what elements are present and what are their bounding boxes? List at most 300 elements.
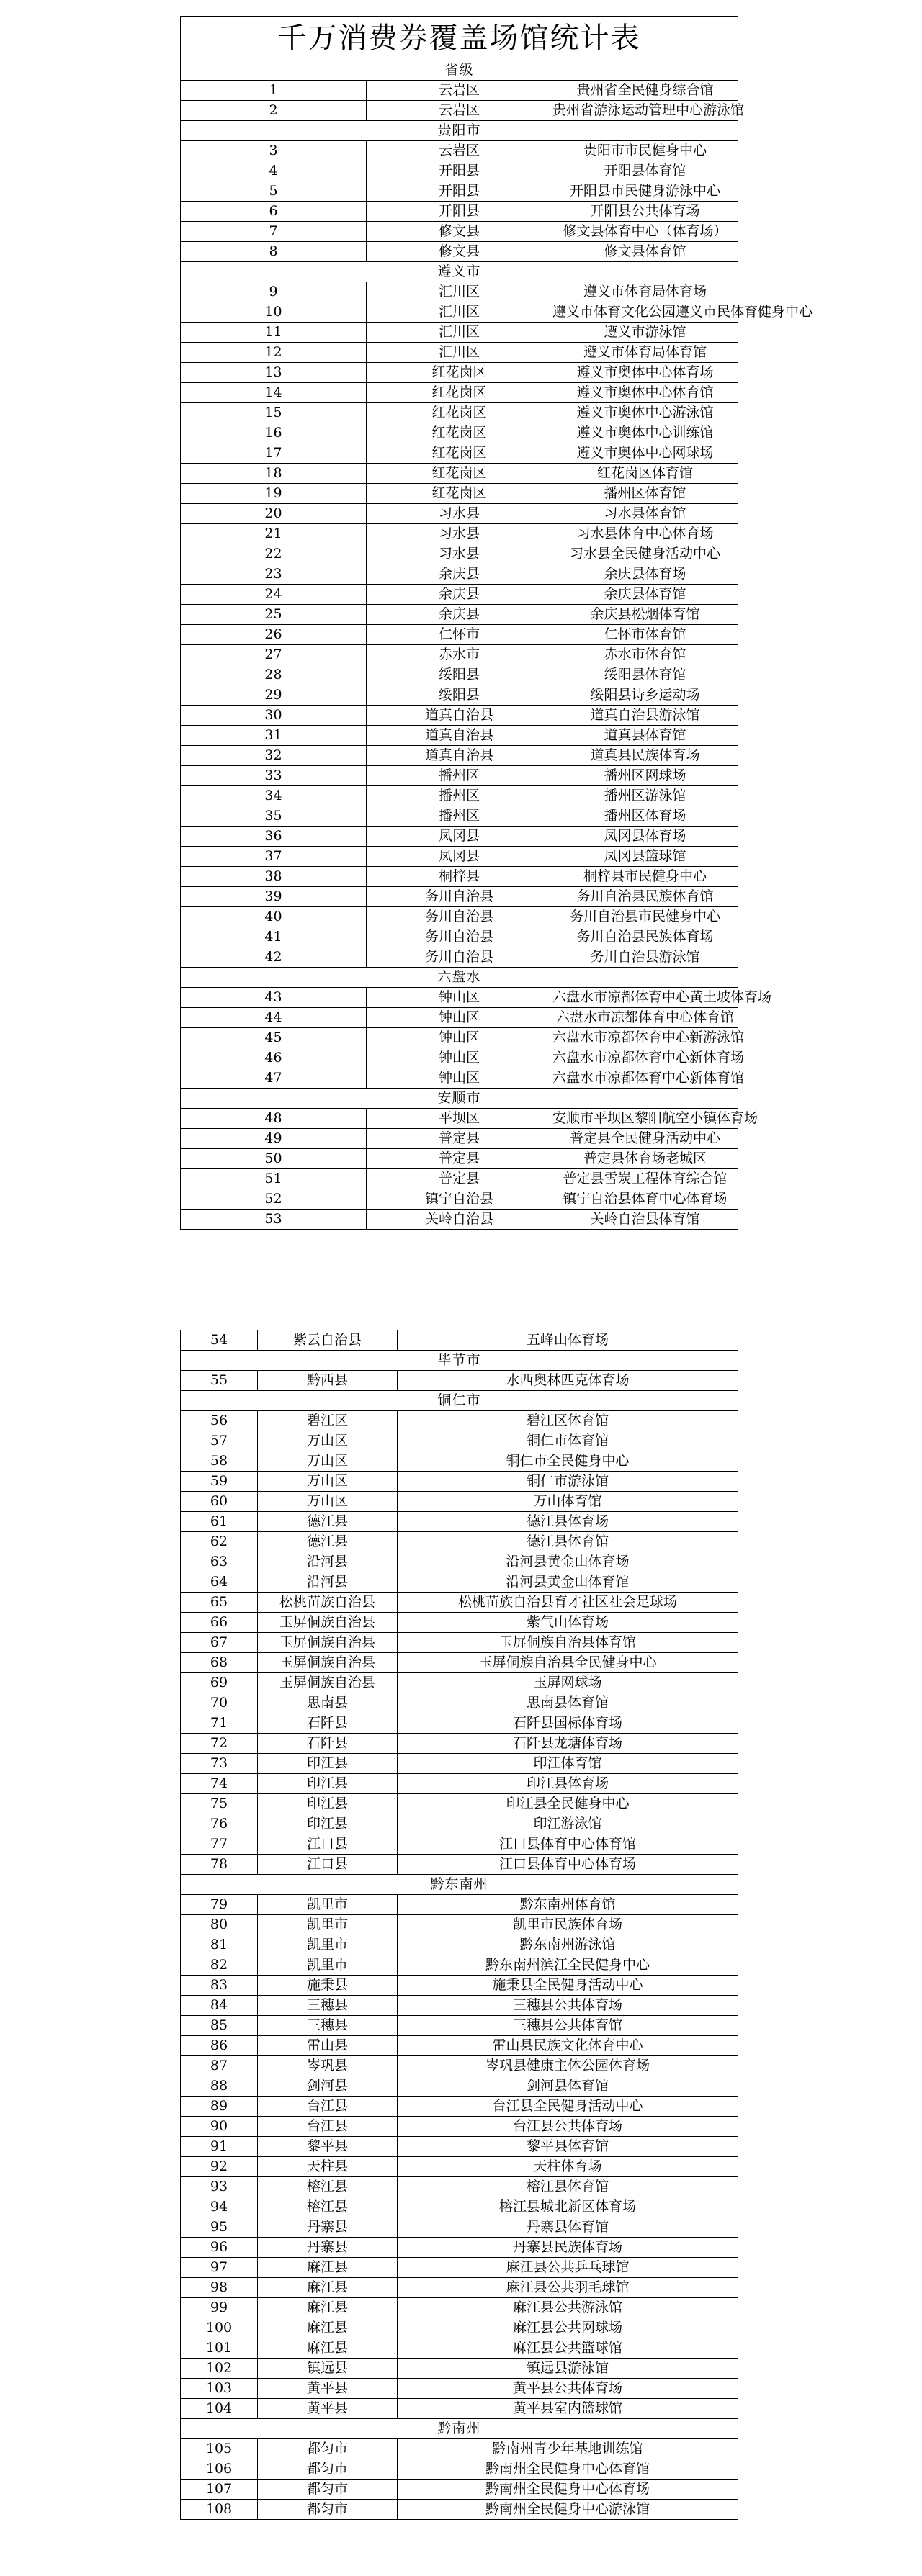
region-row xyxy=(181,1089,738,1109)
district-cell: 凯里市 xyxy=(258,1895,398,1915)
venue-cell: 台江县全民健身活动中心 xyxy=(398,2097,738,2117)
district-cell: 榕江县 xyxy=(258,2177,398,2197)
district-cell: 汇川区 xyxy=(367,343,552,363)
row-number: 48 xyxy=(181,1109,367,1129)
district-cell: 红花岗区 xyxy=(367,403,552,423)
district-cell: 麻江县 xyxy=(258,2318,398,2338)
district-cell: 务川自治县 xyxy=(367,887,552,907)
table-row xyxy=(181,1653,738,1673)
row-number: 11 xyxy=(181,323,367,343)
district-cell: 印江县 xyxy=(258,1794,398,1814)
table-row xyxy=(181,464,738,484)
venue-table-1-body xyxy=(181,17,813,1230)
district-cell: 雷山县 xyxy=(258,2036,398,2056)
table-row xyxy=(181,423,738,443)
district-cell: 习水县 xyxy=(367,544,552,564)
venue-cell: 黔东南州滨江全民健身中心 xyxy=(398,1955,738,1976)
table-row xyxy=(181,1935,738,1955)
venue-cell: 贵州省游泳运动管理中心游泳馆 xyxy=(552,101,738,121)
district-cell: 凤冈县 xyxy=(367,827,552,847)
table-row xyxy=(181,1048,738,1068)
venue-cell: 万山体育馆 xyxy=(398,1492,738,1512)
venue-cell: 务川自治县民族体育场 xyxy=(552,927,738,947)
venue-cell: 务川自治县游泳馆 xyxy=(552,947,738,968)
district-cell: 万山区 xyxy=(258,1431,398,1451)
table-row xyxy=(181,524,738,544)
row-number: 30 xyxy=(181,706,367,726)
row-number: 58 xyxy=(181,1451,258,1472)
table-row xyxy=(181,1371,738,1391)
row-number: 94 xyxy=(181,2197,258,2217)
table-row xyxy=(181,988,738,1008)
table-row xyxy=(181,1734,738,1754)
row-number: 72 xyxy=(181,1734,258,1754)
district-cell: 都匀市 xyxy=(258,2480,398,2500)
table-row xyxy=(181,847,738,867)
district-cell: 开阳县 xyxy=(367,181,552,202)
venue-cell: 三穗县公共体育馆 xyxy=(398,2016,738,2036)
district-cell: 都匀市 xyxy=(258,2459,398,2480)
region-row xyxy=(181,2419,738,2439)
venue-table-1 xyxy=(180,16,813,1230)
table-row xyxy=(181,1129,738,1149)
district-cell: 凯里市 xyxy=(258,1955,398,1976)
venue-cell: 玉屏侗族自治县体育馆 xyxy=(398,1633,738,1653)
district-cell: 三穗县 xyxy=(258,2016,398,2036)
row-number: 52 xyxy=(181,1189,367,1210)
table-row xyxy=(181,1330,738,1351)
district-cell: 沿河县 xyxy=(258,1572,398,1593)
region-name: 省级 xyxy=(181,60,738,81)
district-cell: 红花岗区 xyxy=(367,464,552,484)
row-number: 83 xyxy=(181,1976,258,1996)
district-cell: 沿河县 xyxy=(258,1552,398,1572)
row-number: 55 xyxy=(181,1371,258,1391)
district-cell: 德江县 xyxy=(258,1532,398,1552)
venue-cell: 关岭自治县体育馆 xyxy=(552,1210,738,1230)
row-number: 59 xyxy=(181,1472,258,1492)
venue-cell: 绥阳县诗乡运动场 xyxy=(552,685,738,706)
venue-cell: 播州区体育场 xyxy=(552,806,738,827)
venue-cell: 贵州省全民健身综合馆 xyxy=(552,81,738,101)
venue-cell: 开阳县体育馆 xyxy=(552,161,738,181)
venue-cell: 遵义市体育文化公园遵义市民体育健身中心 xyxy=(552,302,738,323)
table-row xyxy=(181,202,738,222)
row-number: 103 xyxy=(181,2379,258,2399)
venue-cell: 黔南州青少年基地训练馆 xyxy=(398,2439,738,2459)
district-cell: 玉屏侗族自治县 xyxy=(258,1673,398,1693)
table-row xyxy=(181,1774,738,1794)
row-number: 45 xyxy=(181,1028,367,1048)
table-row xyxy=(181,605,738,625)
venue-cell: 余庆县体育馆 xyxy=(552,585,738,605)
row-number: 40 xyxy=(181,907,367,927)
region-name: 黔东南州 xyxy=(181,1875,738,1895)
row-number: 84 xyxy=(181,1996,258,2016)
table-row xyxy=(181,585,738,605)
district-cell: 红花岗区 xyxy=(367,443,552,464)
table-row xyxy=(181,2338,738,2359)
district-cell: 凯里市 xyxy=(258,1915,398,1935)
table-row xyxy=(181,323,738,343)
row-number: 79 xyxy=(181,1895,258,1915)
region-row xyxy=(181,262,738,282)
row-number: 4 xyxy=(181,161,367,181)
table-row xyxy=(181,1713,738,1734)
row-number: 80 xyxy=(181,1915,258,1935)
venue-cell: 绥阳县体育馆 xyxy=(552,665,738,685)
district-cell: 印江县 xyxy=(258,1814,398,1834)
row-number: 9 xyxy=(181,282,367,302)
district-cell: 凯里市 xyxy=(258,1935,398,1955)
table-row xyxy=(181,2157,738,2177)
row-number: 18 xyxy=(181,464,367,484)
district-cell: 天柱县 xyxy=(258,2157,398,2177)
region-row xyxy=(181,1391,738,1411)
table-row xyxy=(181,1431,738,1451)
row-number: 61 xyxy=(181,1512,258,1532)
row-number: 26 xyxy=(181,625,367,645)
venue-cell: 黔南州全民健身中心游泳馆 xyxy=(398,2500,738,2520)
row-number: 46 xyxy=(181,1048,367,1068)
district-cell: 江口县 xyxy=(258,1855,398,1875)
row-number: 67 xyxy=(181,1633,258,1653)
table-row xyxy=(181,2500,738,2520)
row-number: 7 xyxy=(181,222,367,242)
district-cell: 石阡县 xyxy=(258,1713,398,1734)
district-cell: 习水县 xyxy=(367,524,552,544)
venue-cell: 凤冈县篮球馆 xyxy=(552,847,738,867)
table-row xyxy=(181,1189,738,1210)
row-number: 42 xyxy=(181,947,367,968)
row-number: 13 xyxy=(181,363,367,383)
venue-cell: 道真县体育馆 xyxy=(552,726,738,746)
table-row xyxy=(181,2318,738,2338)
row-number: 71 xyxy=(181,1713,258,1734)
table-row xyxy=(181,927,738,947)
venue-cell: 遵义市游泳馆 xyxy=(552,323,738,343)
district-cell: 云岩区 xyxy=(367,141,552,161)
row-number: 50 xyxy=(181,1149,367,1169)
venue-cell: 剑河县体育馆 xyxy=(398,2076,738,2097)
district-cell: 榕江县 xyxy=(258,2197,398,2217)
table-row xyxy=(181,242,738,262)
venue-cell: 播州区网球场 xyxy=(552,766,738,786)
row-number: 105 xyxy=(181,2439,258,2459)
row-number: 56 xyxy=(181,1411,258,1431)
district-cell: 平坝区 xyxy=(367,1109,552,1129)
venue-cell: 麻江县公共乒乓球馆 xyxy=(398,2258,738,2278)
venue-cell: 余庆县松烟体育馆 xyxy=(552,605,738,625)
row-number: 54 xyxy=(181,1330,258,1351)
district-cell: 丹寨县 xyxy=(258,2217,398,2238)
table-row xyxy=(181,1451,738,1472)
venue-cell: 桐梓县市民健身中心 xyxy=(552,867,738,887)
venue-cell: 开阳县公共体育场 xyxy=(552,202,738,222)
district-cell: 赤水市 xyxy=(367,645,552,665)
row-number: 102 xyxy=(181,2359,258,2379)
district-cell: 印江县 xyxy=(258,1754,398,1774)
venue-cell: 普定县全民健身活动中心 xyxy=(552,1129,738,1149)
district-cell: 黄平县 xyxy=(258,2379,398,2399)
row-number: 90 xyxy=(181,2117,258,2137)
venue-cell: 黔南州全民健身中心体育馆 xyxy=(398,2459,738,2480)
table-row xyxy=(181,484,738,504)
table-row xyxy=(181,726,738,746)
venue-cell: 六盘水市凉都体育中心新体育馆 xyxy=(552,1068,738,1089)
table-row xyxy=(181,282,738,302)
district-cell: 施秉县 xyxy=(258,1976,398,1996)
row-number: 108 xyxy=(181,2500,258,2520)
venue-cell: 普定县雪炭工程体育综合馆 xyxy=(552,1169,738,1189)
venue-cell: 印江县体育场 xyxy=(398,1774,738,1794)
row-number: 6 xyxy=(181,202,367,222)
row-number: 66 xyxy=(181,1613,258,1633)
district-cell: 镇宁自治县 xyxy=(367,1189,552,1210)
table-row xyxy=(181,1572,738,1593)
venue-cell: 黔东南州体育馆 xyxy=(398,1895,738,1915)
district-cell: 播州区 xyxy=(367,806,552,827)
table-row xyxy=(181,746,738,766)
venue-cell: 印江游泳馆 xyxy=(398,1814,738,1834)
district-cell: 云岩区 xyxy=(367,81,552,101)
district-cell: 务川自治县 xyxy=(367,947,552,968)
row-number: 39 xyxy=(181,887,367,907)
venue-table-2 xyxy=(180,1330,738,2520)
table-row xyxy=(181,403,738,423)
venue-cell: 遵义市奥体中心游泳馆 xyxy=(552,403,738,423)
row-number: 10 xyxy=(181,302,367,323)
venue-cell: 务川自治县市民健身中心 xyxy=(552,907,738,927)
region-row xyxy=(181,1351,738,1371)
district-cell: 红花岗区 xyxy=(367,363,552,383)
district-cell: 钟山区 xyxy=(367,988,552,1008)
district-cell: 三穗县 xyxy=(258,1996,398,2016)
district-cell: 汇川区 xyxy=(367,302,552,323)
district-cell: 余庆县 xyxy=(367,585,552,605)
venue-cell: 沿河县黄金山体育馆 xyxy=(398,1572,738,1593)
table-row xyxy=(181,2056,738,2076)
row-number: 76 xyxy=(181,1814,258,1834)
row-number: 62 xyxy=(181,1532,258,1552)
district-cell: 丹寨县 xyxy=(258,2238,398,2258)
region-row xyxy=(181,121,738,141)
venue-cell: 紫气山体育场 xyxy=(398,1613,738,1633)
district-cell: 印江县 xyxy=(258,1774,398,1794)
district-cell: 道真自治县 xyxy=(367,726,552,746)
row-number: 96 xyxy=(181,2238,258,2258)
table-row xyxy=(181,1613,738,1633)
table-row xyxy=(181,2117,738,2137)
venue-cell: 遵义市奥体中心训练馆 xyxy=(552,423,738,443)
row-number: 49 xyxy=(181,1129,367,1149)
district-cell: 播州区 xyxy=(367,786,552,806)
row-number: 104 xyxy=(181,2399,258,2419)
district-cell: 绥阳县 xyxy=(367,685,552,706)
row-number: 41 xyxy=(181,927,367,947)
district-cell: 桐梓县 xyxy=(367,867,552,887)
district-cell: 石阡县 xyxy=(258,1734,398,1754)
district-cell: 岑巩县 xyxy=(258,2056,398,2076)
table-row xyxy=(181,766,738,786)
table-row xyxy=(181,1532,738,1552)
table-row xyxy=(181,2097,738,2117)
venue-cell: 三穗县公共体育场 xyxy=(398,1996,738,2016)
row-number: 15 xyxy=(181,403,367,423)
table-row xyxy=(181,101,738,121)
venue-cell: 天柱体育场 xyxy=(398,2157,738,2177)
row-number: 5 xyxy=(181,181,367,202)
venue-cell: 六盘水市凉都体育中心新游泳馆 xyxy=(552,1028,738,1048)
district-cell: 红花岗区 xyxy=(367,484,552,504)
district-cell: 剑河县 xyxy=(258,2076,398,2097)
district-cell: 碧江区 xyxy=(258,1411,398,1431)
table-row xyxy=(181,2439,738,2459)
row-number: 25 xyxy=(181,605,367,625)
table-row xyxy=(181,1512,738,1532)
table-row xyxy=(181,2399,738,2419)
row-number: 21 xyxy=(181,524,367,544)
venue-cell: 习水县体育中心体育场 xyxy=(552,524,738,544)
row-number: 100 xyxy=(181,2318,258,2338)
region-name: 六盘水 xyxy=(181,968,738,988)
row-number: 28 xyxy=(181,665,367,685)
table-row xyxy=(181,645,738,665)
region-row xyxy=(181,60,738,81)
district-cell: 余庆县 xyxy=(367,605,552,625)
district-cell: 道真自治县 xyxy=(367,706,552,726)
table-row xyxy=(181,1955,738,1976)
venue-cell: 余庆县体育场 xyxy=(552,564,738,585)
district-cell: 关岭自治县 xyxy=(367,1210,552,1230)
district-cell: 仁怀市 xyxy=(367,625,552,645)
venue-cell: 遵义市体育局体育馆 xyxy=(552,343,738,363)
district-cell: 钟山区 xyxy=(367,1048,552,1068)
venue-cell: 仁怀市体育馆 xyxy=(552,625,738,645)
venue-cell: 遵义市奥体中心体育场 xyxy=(552,363,738,383)
table-row xyxy=(181,2076,738,2097)
table-row xyxy=(181,1855,738,1875)
table-row xyxy=(181,383,738,403)
table-row xyxy=(181,947,738,968)
row-number: 97 xyxy=(181,2258,258,2278)
row-number: 51 xyxy=(181,1169,367,1189)
row-number: 35 xyxy=(181,806,367,827)
district-cell: 黔西县 xyxy=(258,1371,398,1391)
row-number: 74 xyxy=(181,1774,258,1794)
table-row xyxy=(181,2238,738,2258)
row-number: 68 xyxy=(181,1653,258,1673)
row-number: 99 xyxy=(181,2298,258,2318)
row-number: 16 xyxy=(181,423,367,443)
row-number: 64 xyxy=(181,1572,258,1593)
venue-cell: 镇远县游泳馆 xyxy=(398,2359,738,2379)
row-number: 86 xyxy=(181,2036,258,2056)
district-cell: 玉屏侗族自治县 xyxy=(258,1613,398,1633)
district-cell: 紫云自治县 xyxy=(258,1330,398,1351)
venue-cell: 黔南州全民健身中心体育场 xyxy=(398,2480,738,2500)
district-cell: 汇川区 xyxy=(367,323,552,343)
table-row xyxy=(181,1411,738,1431)
table-row xyxy=(181,806,738,827)
row-number: 63 xyxy=(181,1552,258,1572)
row-number: 95 xyxy=(181,2217,258,2238)
venue-cell: 遵义市奥体中心体育馆 xyxy=(552,383,738,403)
table-row xyxy=(181,1109,738,1129)
row-number: 27 xyxy=(181,645,367,665)
venue-cell: 麻江县公共篮球馆 xyxy=(398,2338,738,2359)
row-number: 60 xyxy=(181,1492,258,1512)
row-number: 98 xyxy=(181,2278,258,2298)
table-row xyxy=(181,1593,738,1613)
district-cell: 普定县 xyxy=(367,1129,552,1149)
row-number: 3 xyxy=(181,141,367,161)
venue-cell: 六盘水市凉都体育中心体育馆 xyxy=(552,1008,738,1028)
venue-cell: 玉屏侗族自治县全民健身中心 xyxy=(398,1653,738,1673)
table-row xyxy=(181,827,738,847)
row-number: 70 xyxy=(181,1693,258,1713)
table-row xyxy=(181,1754,738,1774)
district-cell: 钟山区 xyxy=(367,1028,552,1048)
district-cell: 普定县 xyxy=(367,1169,552,1189)
district-cell: 江口县 xyxy=(258,1834,398,1855)
row-number: 88 xyxy=(181,2076,258,2097)
venue-cell: 丹寨县民族体育场 xyxy=(398,2238,738,2258)
row-number: 43 xyxy=(181,988,367,1008)
table-row xyxy=(181,564,738,585)
row-number: 44 xyxy=(181,1008,367,1028)
table-row xyxy=(181,81,738,101)
row-number: 2 xyxy=(181,101,367,121)
district-cell: 黄平县 xyxy=(258,2399,398,2419)
table-row xyxy=(181,1028,738,1048)
venue-cell: 凯里市民族体育场 xyxy=(398,1915,738,1935)
row-number: 31 xyxy=(181,726,367,746)
table-row xyxy=(181,706,738,726)
table-row xyxy=(181,1633,738,1653)
venue-cell: 黄平县室内篮球馆 xyxy=(398,2399,738,2419)
row-number: 107 xyxy=(181,2480,258,2500)
row-number: 85 xyxy=(181,2016,258,2036)
venue-cell: 修文县体育中心（体育场） xyxy=(552,222,738,242)
venue-cell: 黎平县体育馆 xyxy=(398,2137,738,2157)
district-cell: 万山区 xyxy=(258,1472,398,1492)
district-cell: 习水县 xyxy=(367,504,552,524)
table-row xyxy=(181,1794,738,1814)
row-number: 69 xyxy=(181,1673,258,1693)
table-row xyxy=(181,2217,738,2238)
venue-cell: 遵义市体育局体育场 xyxy=(552,282,738,302)
table-row xyxy=(181,1210,738,1230)
table-row xyxy=(181,2459,738,2480)
table-row xyxy=(181,2258,738,2278)
table-row xyxy=(181,504,738,524)
district-cell: 红花岗区 xyxy=(367,423,552,443)
table-row xyxy=(181,1673,738,1693)
row-number: 8 xyxy=(181,242,367,262)
table-row xyxy=(181,1169,738,1189)
district-cell: 麻江县 xyxy=(258,2278,398,2298)
table-row xyxy=(181,2278,738,2298)
venue-cell: 修文县体育馆 xyxy=(552,242,738,262)
district-cell: 万山区 xyxy=(258,1492,398,1512)
table-row xyxy=(181,1068,738,1089)
table-row xyxy=(181,2036,738,2056)
statistics-table-part-2 xyxy=(180,1330,738,2520)
region-row xyxy=(181,968,738,988)
table-title: 千万消费券覆盖场馆统计表 xyxy=(181,17,738,60)
district-cell: 万山区 xyxy=(258,1451,398,1472)
